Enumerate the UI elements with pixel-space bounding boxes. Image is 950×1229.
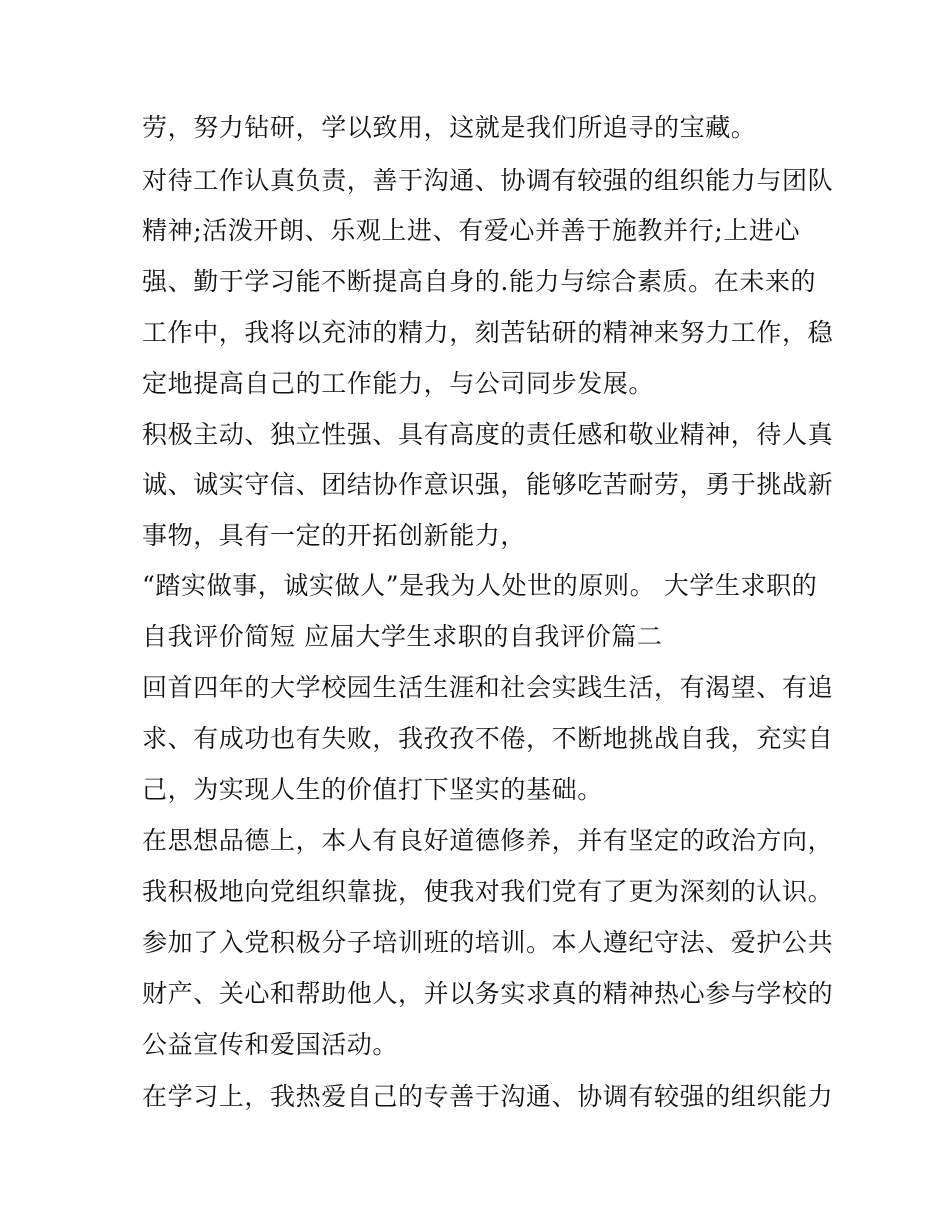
text-line: 在思想品德上，本人有良好道德修养，并有坚定的政治方向， xyxy=(142,826,834,855)
text-line: 积极主动、独立性强、具有高度的责任感和敬业精神，待人真 xyxy=(142,420,834,449)
text-line: 回首四年的大学校园生活生涯和社会实践生活，有渴望、有追 xyxy=(142,673,834,702)
text-line: 事物，具有一定的开拓创新能力， xyxy=(142,521,527,550)
text-line: 己，为实现人生的价值打下坚实的基础。 xyxy=(142,775,603,804)
text-line: 工作中，我将以充沛的精力，刻苦钻研的精神来努力工作，稳 xyxy=(142,318,834,347)
text-line: “踏实做事，诚实做人”是我为人处世的原则。 大学生求职的 xyxy=(142,571,818,600)
text-line: 定地提高自己的工作能力，与公司同步发展。 xyxy=(142,369,655,398)
text-line: 公益宣传和爱国活动。 xyxy=(142,1030,399,1059)
text-line: 强、勤于学习能不断提高自身的.能力与综合素质。在未来的 xyxy=(142,267,817,296)
text-line: 财产、关心和帮助他人，并以务实求真的精神热心参与学校的 xyxy=(142,979,834,1008)
text-line: 自我评价简短 应届大学生求职的自我评价篇二 xyxy=(142,622,663,651)
text-line: 我积极地向党组织靠拢，使我对我们党有了更为深刻的认识。 xyxy=(142,877,834,906)
text-line: 对待工作认真负责，善于沟通、协调有较强的组织能力与团队 xyxy=(142,166,834,195)
text-line: 参加了入党积极分子培训班的培训。本人遵纪守法、爱护公共 xyxy=(142,928,834,957)
text-line: 诚、诚实守信、团结协作意识强，能够吃苦耐劳，勇于挑战新 xyxy=(142,470,834,499)
text-line: 劳，努力钻研，学以致用，这就是我们所追寻的宝藏。 xyxy=(142,113,757,142)
text-line: 在学习上，我热爱自己的专善于沟通、协调有较强的组织能力 xyxy=(142,1082,834,1111)
text-line: 求、有成功也有失败，我孜孜不倦，不断地挑战自我，充实自 xyxy=(142,724,834,753)
text-line: 精神;活泼开朗、乐观上进、有爱心并善于施教并行;上进心 xyxy=(142,216,801,245)
